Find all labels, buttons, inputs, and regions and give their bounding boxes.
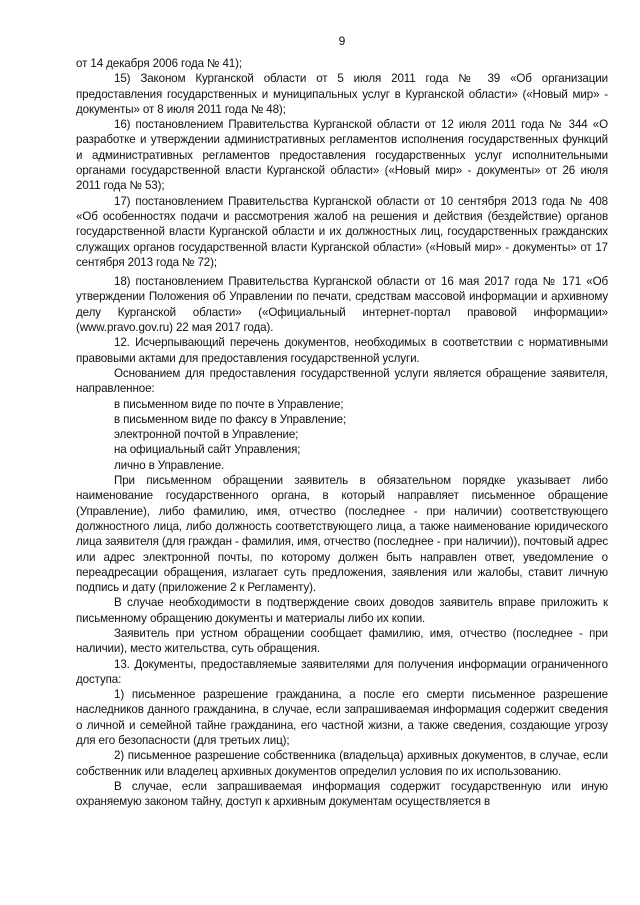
page-number: 9 — [338, 34, 346, 48]
paragraph: лично в Управление. — [114, 458, 225, 472]
paragraph: При письменном обращении заявитель в обязательном порядке указывает либо наименование государственного органа, в который направляет письменное обращение (Управление), либо фамилию, имя, отчество (последнее - при наличии) соответствующего должностного лица, либо должность соответствующего лица, а также наименование юридического лица заявителя (для граждан - фамилия, имя, отчество (последнее - при наличии)), почтовый адрес или адрес электронной почты, по которому должен быть направлен ответ, уведомление о переадресации обращения, излагает суть предложения, заявления или жалобы, ставит личную подпись и дату (приложение 2 к Регламенту). — [76, 474, 608, 595]
paragraph: 16) постановлением Правительства Курганской области от 12 июля 2011 года № 344 «О разработке и утверждении административных регламентов исполнения государственных функций и административных регламентов предоставления государственных услуг исполнительными органами государственной власти Курганской области» («Новый мир» - документы» от 26 июля 2011 года № 53); — [76, 118, 608, 193]
paragraph: В случае необходимости в подтверждение своих доводов заявитель вправе приложить к письменному обращению документы и материалы либо их копии. — [76, 596, 608, 625]
paragraph: электронной почтой в Управление; — [114, 428, 299, 442]
paragraph: 18) постановлением Правительства Курганской области от 16 мая 2017 года № 171 «Об утверждении Положения об Управлении по печати, средствам массовой информации и архивному делу Курганской области» («Официальный интернет-портал правовой информации» (www.pravo.gov.ru) 22 мая 2017 года). — [76, 275, 608, 335]
paragraph: в письменном виде по почте в Управление; — [114, 397, 344, 411]
paragraph: 12. Исчерпывающий перечень документов, необходимых в соответствии с нормативными правовыми актами для предоставления государственной услуги. — [76, 336, 608, 365]
paragraph: В случае, если запрашиваемая информация содержит государственную или иную охраняемую законом тайну, доступ к архивным документам осуществляется в — [76, 779, 608, 809]
paragraph: 17) постановлением Правительства Курганской области от 10 сентября 2013 года № 408 «Об особенностях подачи и рассмотрения жалоб на решения и действия (бездействие) органов государственной власти Курганской области и их должностных лиц, государственных гражданских служащих органов государственной власти Курганской области» («Новый мир» - документы» от 17 сентября 2013 года № 72); — [76, 194, 608, 269]
paragraph: 15) Законом Курганской области от 5 июля 2011 года № 39 «Об организации предоставления государственных и муниципальных услуг в Курганской области» («Новый мир» - документы» от 8 июля 2011 года № 48); — [76, 72, 608, 116]
paragraph: на официальный сайт Управления; — [114, 443, 301, 457]
paragraph: от 14 декабря 2006 года № 41); — [76, 57, 242, 70]
paragraph: 13. Документы, предоставляемые заявителями для получения информации ограниченного доступа: — [76, 657, 608, 686]
paragraph: 2) письменное разрешение собственника (владельца) архивных документов, в случае, если собственник или владелец архивных документов определил условия по их использованию. — [76, 749, 608, 778]
paragraph: в письменном виде по факсу в Управление; — [114, 412, 347, 426]
paragraph: Основанием для предоставления государственной услуги является обращение заявителя, направленное: — [76, 366, 608, 396]
paragraph: 1) письменное разрешение гражданина, а после его смерти письменное разрешение наследников данного гражданина, в случае, если запрашиваемая информация содержит сведения о личной и семейной тайне гражданина, его частной жизни, а также сведения, создающие угрозу для его безопасности (для третьих лиц); — [76, 688, 608, 748]
document-body — [76, 56, 608, 810]
paragraph: Заявитель при устном обращении сообщает фамилию, имя, отчество (последнее - при наличии), место жительства, суть обращения. — [76, 626, 608, 656]
